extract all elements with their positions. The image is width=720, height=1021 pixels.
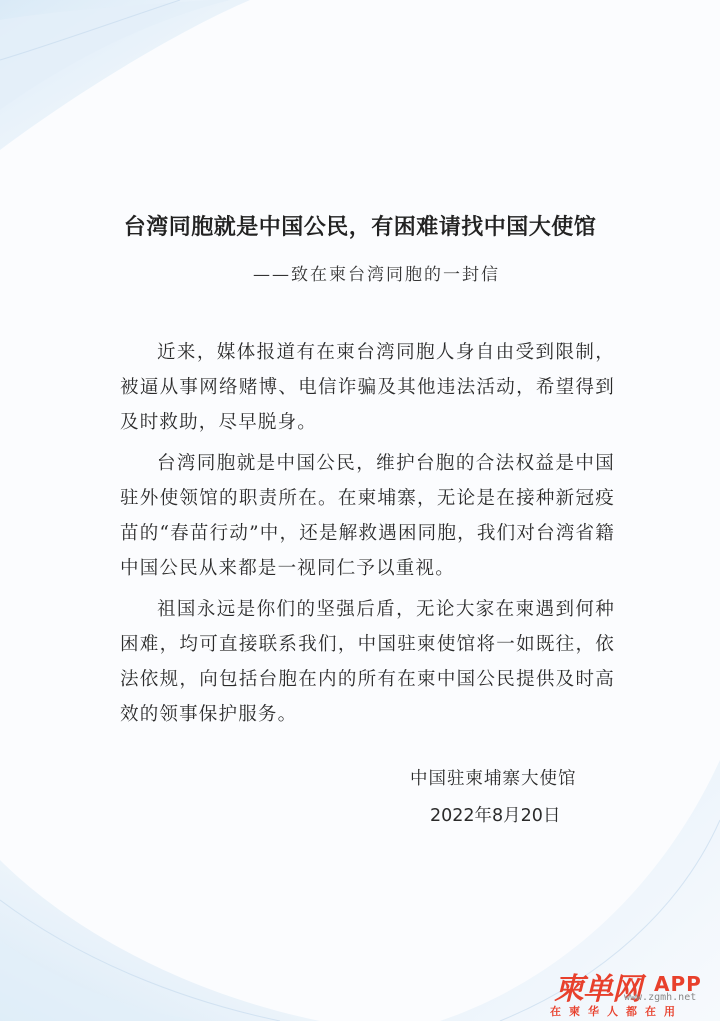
site-watermark <box>542 962 720 1021</box>
letter-body <box>120 335 615 738</box>
watermark-logo: 柬单网 <box>554 972 641 1007</box>
watermark-app-label: APP <box>654 972 702 996</box>
paragraph-1: 近来，媒体报道有在柬台湾同胞人身自由受到限制，被逼从事网络赌博、电信诈骗及其他违法活动，希望得到及时救助，尽早脱身。 <box>120 342 615 433</box>
watermark-url: www.zgmh.net <box>624 992 697 1003</box>
page-title: 台湾同胞就是中国公民，有困难请找中国大使馆 <box>123 215 597 240</box>
paragraph-3: 祖国永远是你们的坚强后盾，无论大家在柬遇到何种困难，均可直接联系我们，中国驻柬使馆将一如既往，依法依规，向包括台胞在内的所有在柬中国公民提供及时高效的领事保护服务。 <box>120 599 615 725</box>
paragraph-2: 台湾同胞就是中国公民，维护台胞的合法权益是中国驻外使领馆的职责所在。在柬埔寨，无论是在接种新冠疫苗的“春苗行动”中，还是解救遇困同胞，我们对台湾省籍中国公民从来都是一视同仁予以重视。 <box>120 453 615 579</box>
watermark-tagline: 在柬华人都在用 <box>550 1005 683 1018</box>
page-subtitle: ——致在柬台湾同胞的一封信 <box>253 265 500 285</box>
signature-date: 2022年8月20日 <box>430 806 561 826</box>
signature-organization: 中国驻柬埔寨大使馆 <box>410 769 577 789</box>
